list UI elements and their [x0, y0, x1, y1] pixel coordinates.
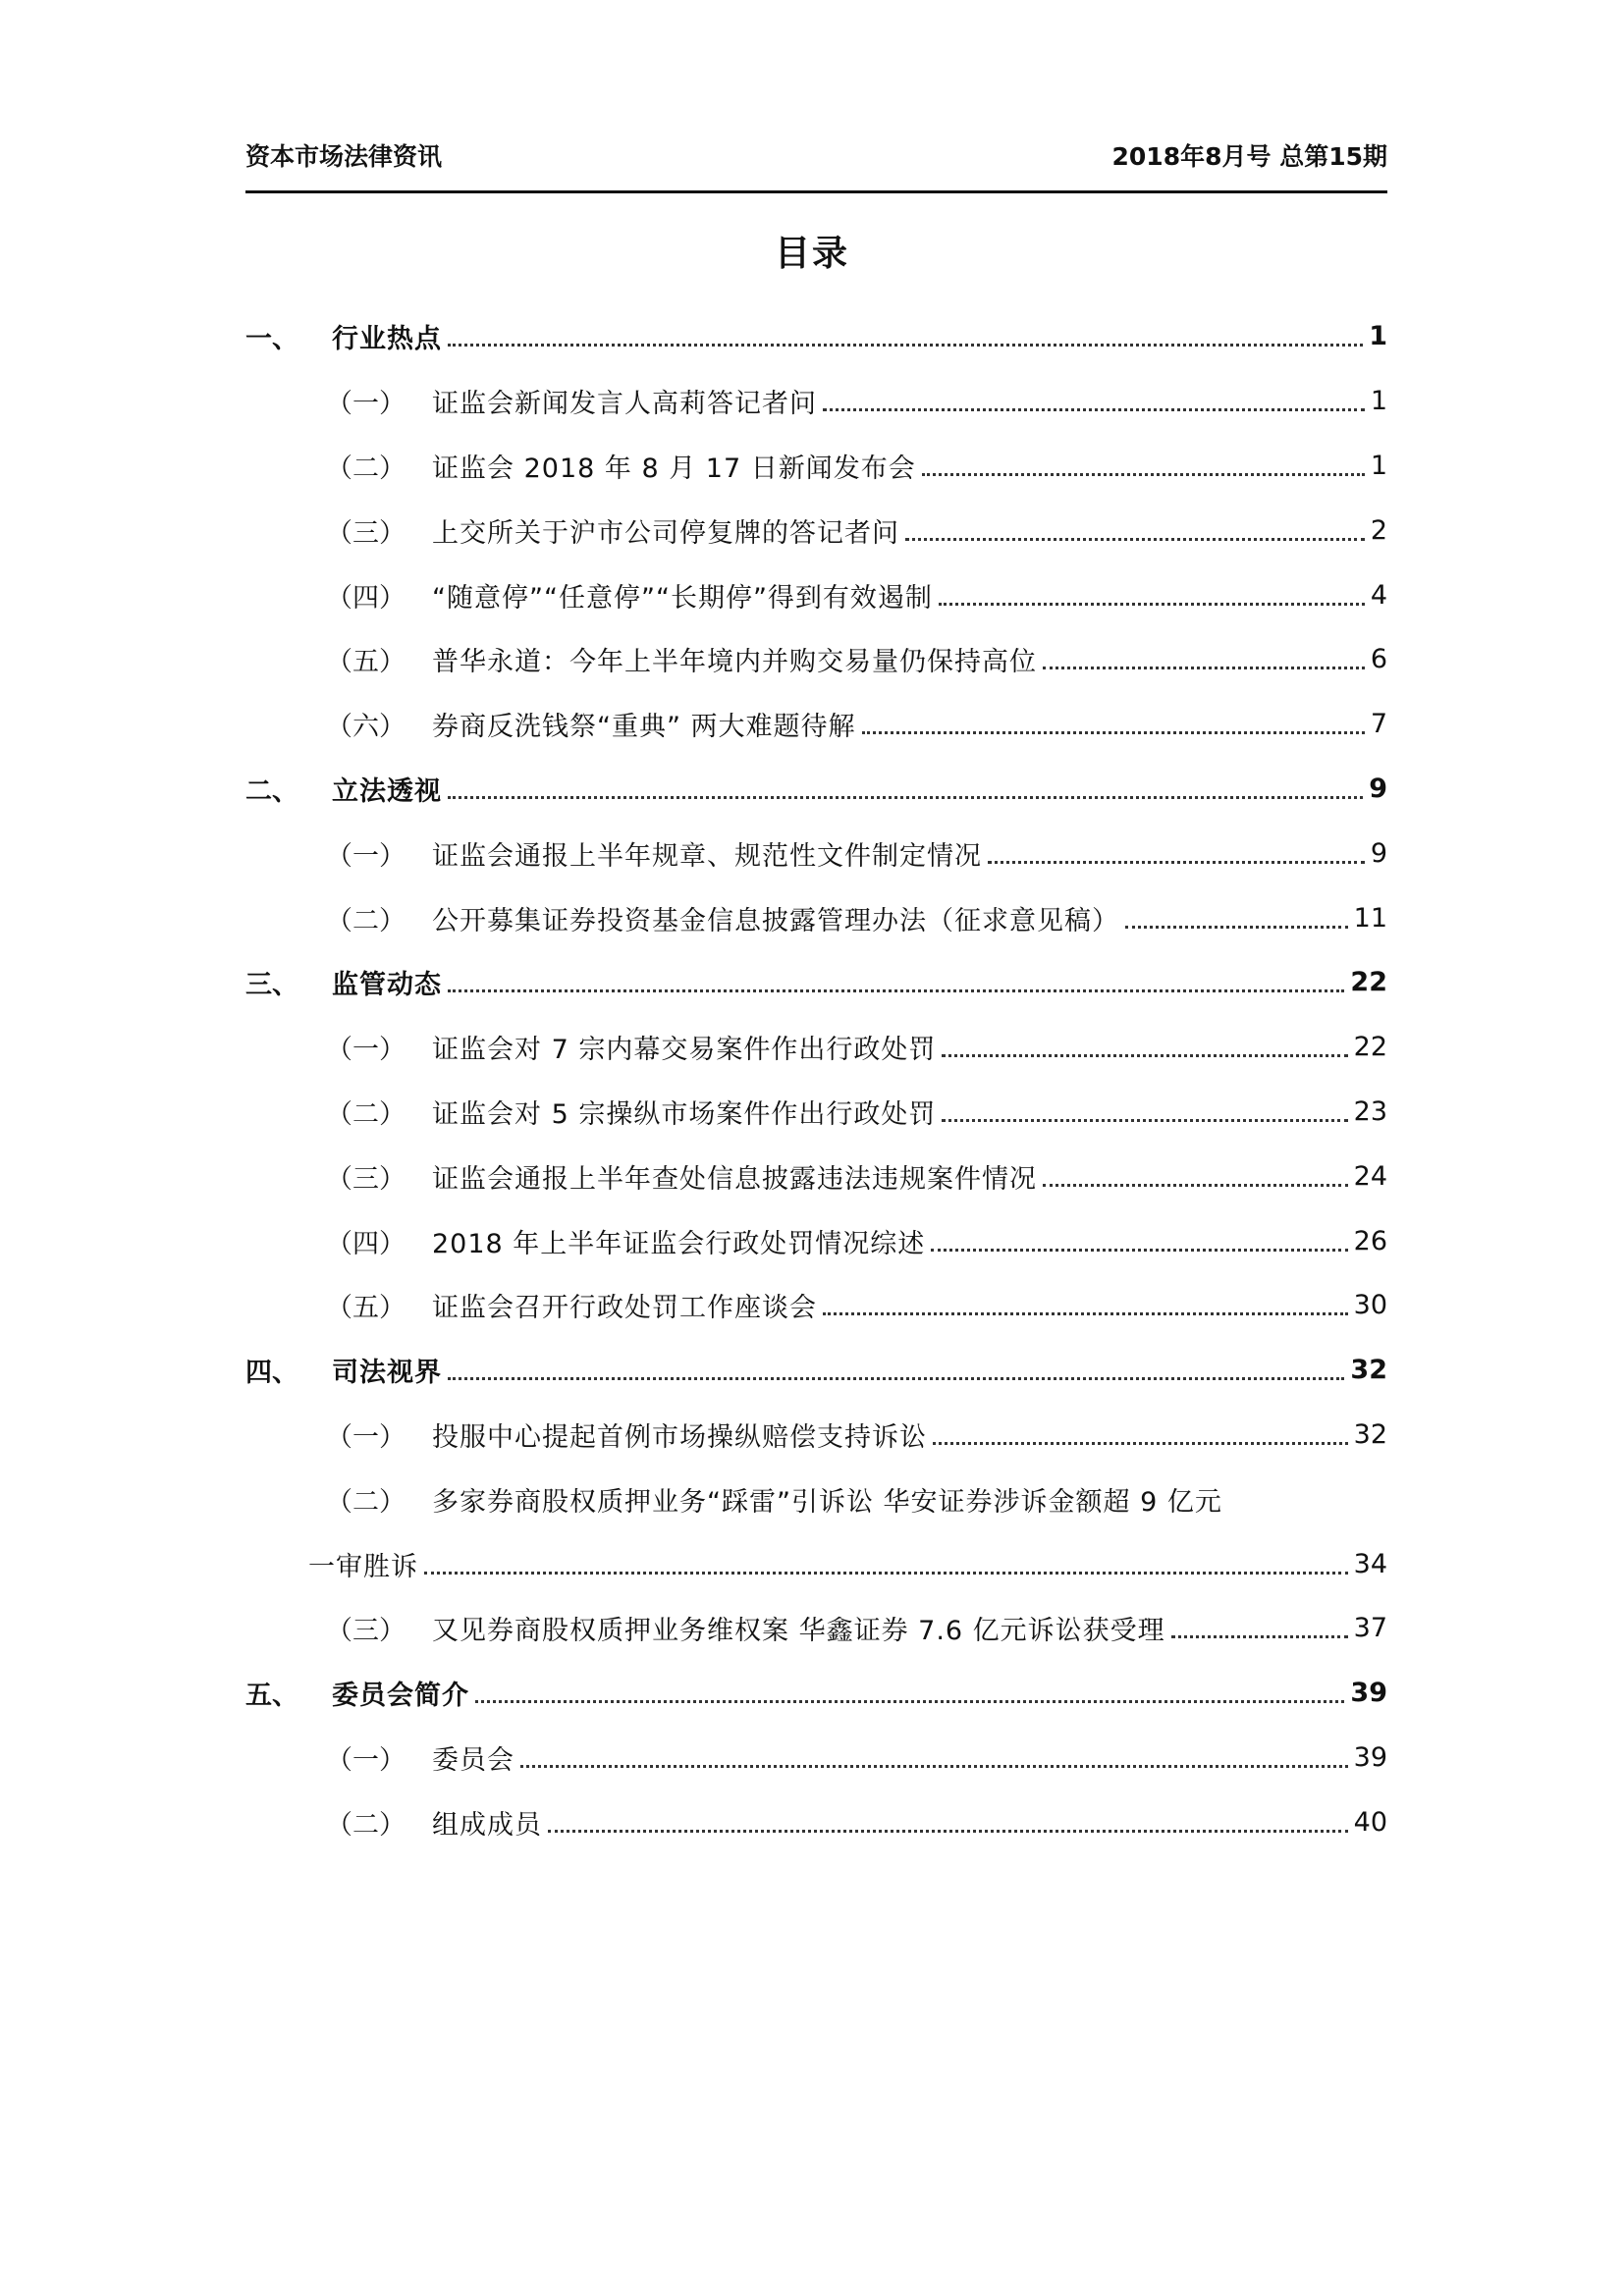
header-divider	[245, 190, 1387, 193]
journal-name: 资本市场法律资讯	[245, 142, 443, 171]
toc-entry-number: （一）	[326, 1421, 406, 1453]
toc-page-number: 6	[1370, 644, 1387, 675]
toc-entry-number: （二）	[326, 1809, 406, 1841]
toc-entry[interactable]	[245, 1015, 1387, 1080]
toc-entry-number: （四）	[326, 1228, 406, 1259]
toc-entry[interactable]	[245, 369, 1387, 434]
toc-leader-dots	[905, 538, 1365, 541]
toc-page-number: 32	[1353, 1418, 1387, 1450]
toc-entry[interactable]	[245, 1144, 1387, 1208]
toc-leader-dots	[448, 1377, 1344, 1380]
toc-leader-dots	[942, 1054, 1347, 1057]
toc-entry-title: 证监会通报上半年规章、规范性文件制定情况	[432, 840, 982, 872]
toc-section-title: 司法视界	[332, 1358, 442, 1389]
toc-page-number: 26	[1353, 1225, 1387, 1256]
toc-entry-number: （一）	[326, 1035, 406, 1066]
toc-page-number: 22	[1353, 1032, 1387, 1063]
toc-leader-dots	[931, 1249, 1347, 1252]
toc-entry-number: （四）	[326, 582, 406, 614]
toc-section-number: 四、	[245, 1358, 298, 1389]
toc-section-title: 委员会简介	[332, 1681, 469, 1712]
toc-entry-title: 证监会通报上半年查处信息披露违法违规案件情况	[432, 1163, 1037, 1195]
toc-entry[interactable]	[245, 498, 1387, 562]
toc-page-number: 7	[1370, 709, 1387, 740]
toc-entry[interactable]	[245, 562, 1387, 627]
toc-page-number: 24	[1353, 1160, 1387, 1192]
toc-page-number: 34	[1353, 1548, 1387, 1579]
toc-entry-title: 证监会 2018 年 8 月 17 日新闻发布会	[432, 453, 916, 484]
toc-page-number: 23	[1353, 1095, 1387, 1127]
toc-leader-dots	[1043, 1184, 1348, 1187]
toc-leader-dots	[922, 473, 1365, 476]
toc-entry[interactable]	[245, 1403, 1387, 1468]
toc-page-number: 39	[1350, 1678, 1387, 1709]
toc-page-number: 11	[1353, 902, 1387, 934]
toc-entry[interactable]	[245, 627, 1387, 692]
toc-section-3[interactable]	[245, 950, 1387, 1015]
toc-page-number: 39	[1353, 1741, 1387, 1773]
toc-entry-title: 2018 年上半年证监会行政处罚情况综述	[432, 1228, 926, 1259]
toc-entry-title: 委员会	[432, 1744, 514, 1776]
toc-leader-dots	[424, 1572, 1348, 1575]
toc-entry-number: （二）	[326, 1098, 406, 1130]
toc-entry[interactable]	[245, 1789, 1387, 1854]
toc-entry-number: （一）	[326, 840, 406, 872]
toc-section-number: 二、	[245, 775, 298, 807]
toc-leader-dots	[988, 861, 1365, 864]
issue-info: 2018年8月号 总第15期	[1111, 142, 1387, 171]
toc-section-4[interactable]	[245, 1338, 1387, 1403]
toc-entry[interactable]	[245, 1596, 1387, 1661]
toc-page-number: 32	[1350, 1355, 1387, 1386]
toc-entry-number: （三）	[326, 1616, 406, 1647]
toc-entry[interactable]	[245, 1273, 1387, 1338]
toc-entry[interactable]	[245, 692, 1387, 757]
toc-entry-number: （五）	[326, 1293, 406, 1324]
toc-entry-number: （三）	[326, 1163, 406, 1195]
toc-entry-number: （一）	[326, 1744, 406, 1776]
toc-leader-dots	[548, 1830, 1348, 1833]
toc-entry-number: （一）	[326, 389, 406, 420]
toc-entry-number: （三）	[326, 517, 406, 549]
toc-entry-title: “随意停”“任意停”“长期停”得到有效遏制	[432, 582, 933, 614]
toc-entry-title: 公开募集证券投资基金信息披露管理办法（征求意见稿）	[432, 905, 1119, 936]
toc-section-number: 五、	[245, 1681, 298, 1712]
toc-page-number: 2	[1370, 514, 1387, 546]
toc-entry-title: 组成成员	[432, 1809, 542, 1841]
toc-entry-title: 证监会召开行政处罚工作座谈会	[432, 1293, 817, 1324]
page-title: 目录	[774, 234, 849, 274]
toc-section-title: 监管动态	[332, 970, 442, 1001]
toc-leader-dots	[448, 989, 1344, 992]
toc-section-number: 一、	[245, 324, 298, 355]
toc-page-number: 1	[1370, 386, 1387, 417]
toc-page-number: 1	[1369, 321, 1387, 352]
toc-section-title: 立法透视	[332, 775, 442, 807]
toc-entry-title: 上交所关于沪市公司停复牌的答记者问	[432, 517, 899, 549]
toc-leader-dots	[1125, 926, 1348, 929]
toc-entry[interactable]	[245, 1080, 1387, 1145]
toc-page-number: 30	[1353, 1290, 1387, 1321]
toc-entry-number: （六）	[326, 712, 406, 743]
toc-entry-number: （二）	[326, 1486, 406, 1518]
toc-entry[interactable]	[245, 885, 1387, 950]
toc-section-2[interactable]	[245, 757, 1387, 822]
toc-section-title: 行业热点	[332, 324, 442, 355]
toc-leader-dots	[942, 1119, 1347, 1122]
toc-entry-title-line2: 一审胜诉	[308, 1551, 418, 1582]
toc-entry[interactable]	[245, 434, 1387, 499]
toc-page-number: 9	[1370, 837, 1387, 869]
toc-entry-title-line1: 多家券商股权质押业务“踩雷”引诉讼 华安证券涉诉金额超 9 亿元	[432, 1486, 1222, 1518]
toc-entry-number: （二）	[326, 905, 406, 936]
toc-leader-dots	[823, 1312, 1348, 1315]
toc-leader-dots	[1171, 1635, 1348, 1638]
toc-entry-title: 券商反洗钱祭“重典” 两大难题待解	[432, 712, 856, 743]
toc-page-number: 9	[1369, 773, 1387, 804]
toc-entry[interactable]	[245, 1726, 1387, 1790]
toc-entry[interactable]	[245, 1467, 1387, 1531]
toc-page-number: 4	[1370, 579, 1387, 611]
toc-section-5[interactable]	[245, 1661, 1387, 1726]
toc-entry-continuation[interactable]	[245, 1531, 1387, 1596]
toc-entry-title: 证监会新闻发言人高莉答记者问	[432, 389, 817, 420]
toc-leader-dots	[1043, 667, 1365, 669]
toc-section-1[interactable]	[245, 304, 1387, 369]
page-header	[245, 133, 1387, 173]
toc-entry-number: （二）	[326, 453, 406, 484]
toc-entry-title: 普华永道：今年上半年境内并购交易量仍保持高位	[432, 647, 1037, 678]
toc-leader-dots	[448, 796, 1363, 799]
toc-leader-dots	[448, 344, 1363, 347]
toc-page-number: 22	[1350, 967, 1387, 998]
toc-leader-dots	[520, 1765, 1348, 1768]
toc-entry[interactable]	[245, 821, 1387, 885]
toc-entry-title: 证监会对 7 宗内幕交易案件作出行政处罚	[432, 1035, 937, 1066]
toc-page-number: 40	[1353, 1806, 1387, 1838]
toc-leader-dots	[862, 731, 1365, 734]
table-of-contents	[245, 304, 1387, 1854]
toc-page-number: 37	[1353, 1613, 1387, 1644]
toc-leader-dots	[939, 603, 1365, 606]
toc-entry-number: （五）	[326, 647, 406, 678]
toc-leader-dots	[823, 408, 1365, 411]
toc-leader-dots	[475, 1700, 1344, 1703]
toc-page-number: 1	[1370, 450, 1387, 481]
toc-entry-title: 又见券商股权质押业务维权案 华鑫证券 7.6 亿元诉讼获受理	[432, 1616, 1165, 1647]
toc-leader-dots	[933, 1442, 1348, 1445]
toc-entry-title: 投服中心提起首例市场操纵赔偿支持诉讼	[432, 1421, 927, 1453]
toc-section-number: 三、	[245, 970, 298, 1001]
toc-entry[interactable]	[245, 1208, 1387, 1273]
toc-entry-title: 证监会对 5 宗操纵市场案件作出行政处罚	[432, 1098, 937, 1130]
